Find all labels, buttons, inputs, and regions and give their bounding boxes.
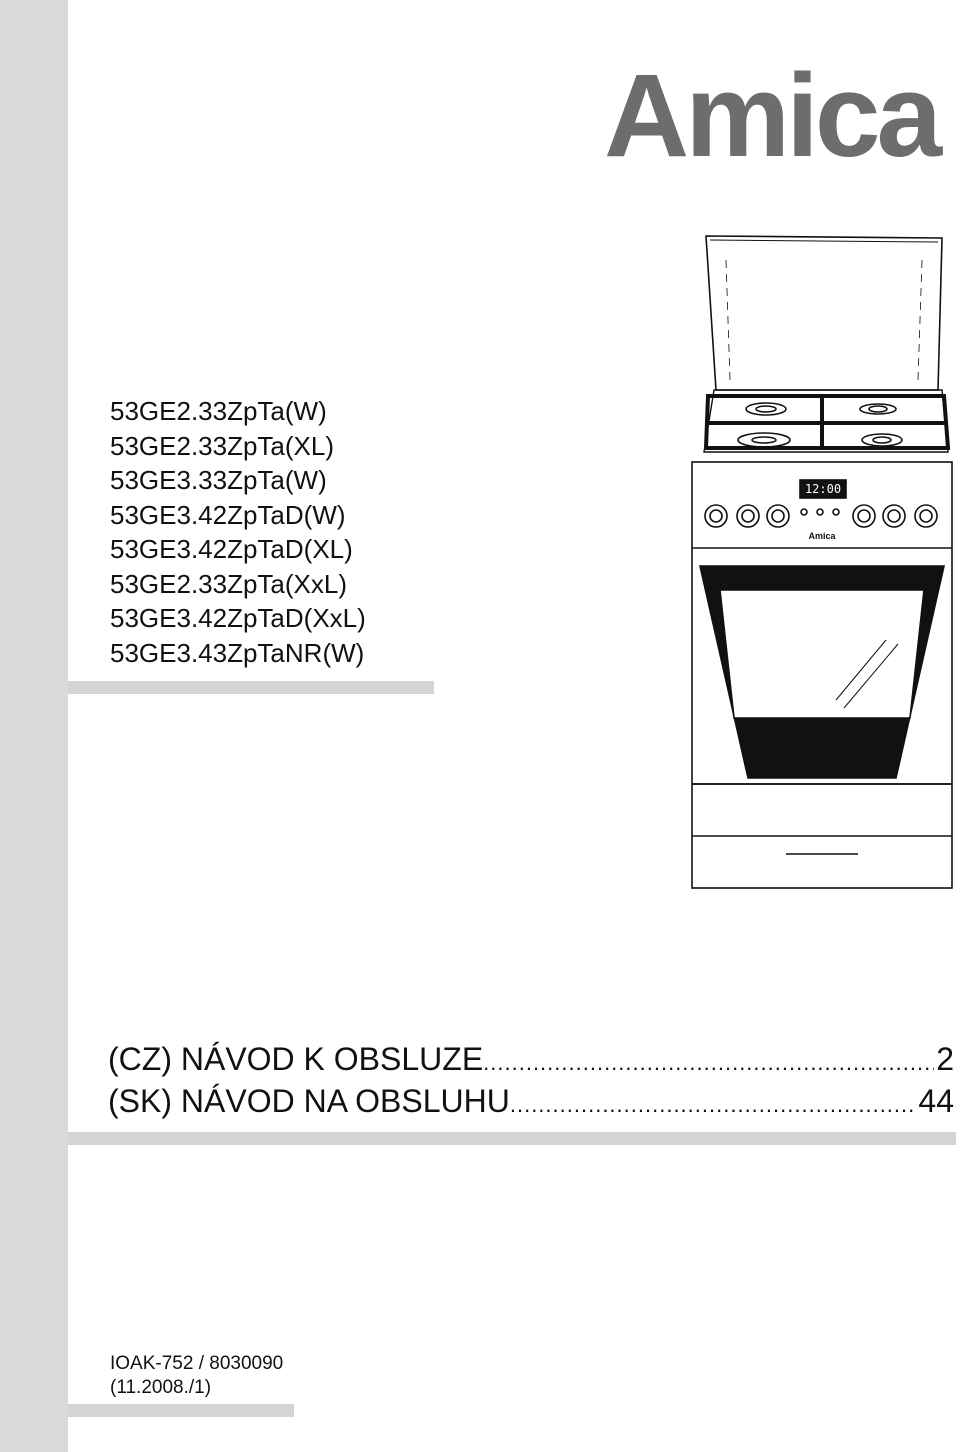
document-number: IOAK-752 / 8030090 bbox=[110, 1353, 284, 1374]
toc-leader bbox=[510, 1086, 917, 1124]
model-item: 53GE3.42ZpTaD(W) bbox=[110, 499, 346, 530]
side-band bbox=[0, 0, 68, 1452]
model-item: 53GE2.33ZpTa(XxL) bbox=[110, 568, 348, 599]
model-item: 53GE2.33ZpTa(XL) bbox=[110, 430, 335, 461]
model-item: 53GE3.43ZpTaNR(W) bbox=[110, 637, 365, 668]
stove-illustration bbox=[686, 230, 956, 890]
model-item: 53GE3.33ZpTa(W) bbox=[110, 465, 327, 495]
table-of-contents bbox=[108, 1040, 954, 1124]
model-item: 53GE3.42ZpTaD(XxL) bbox=[110, 603, 366, 633]
brand-logo: Amica bbox=[604, 50, 939, 182]
toc-page: 2 bbox=[936, 1041, 954, 1077]
model-list bbox=[110, 394, 366, 670]
model-item: 53GE3.42ZpTaD(XL) bbox=[110, 534, 353, 564]
divider-models bbox=[68, 681, 434, 694]
divider-contents bbox=[68, 1132, 956, 1145]
oven-display: 12:00 bbox=[804, 482, 842, 496]
document-code bbox=[110, 1352, 283, 1400]
toc-label: (CZ) NÁVOD K OBSLUZE bbox=[108, 1041, 484, 1077]
toc-page: 44 bbox=[918, 1083, 954, 1119]
toc-leader bbox=[483, 1044, 934, 1082]
toc-entry-cz[interactable] bbox=[108, 1040, 954, 1082]
toc-label: (SK) NÁVOD NA OBSLUHU bbox=[108, 1083, 510, 1119]
model-item: 53GE2.33ZpTa(W) bbox=[110, 396, 327, 426]
toc-entry-sk[interactable] bbox=[108, 1082, 954, 1124]
panel-brand: Amica bbox=[808, 531, 836, 541]
document-date: (11.2008./1) bbox=[110, 1377, 212, 1398]
divider-footer bbox=[68, 1404, 294, 1417]
